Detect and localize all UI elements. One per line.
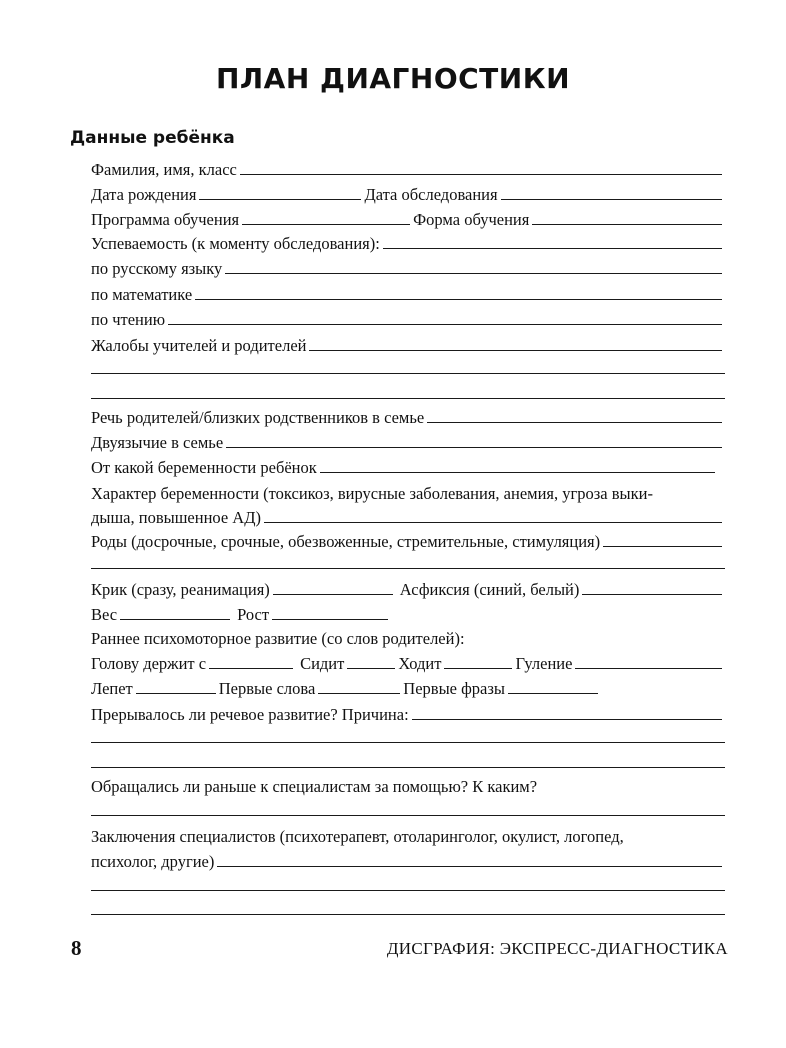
pregnancy-number-blank[interactable] <box>320 472 715 473</box>
walks-blank[interactable] <box>444 668 512 669</box>
page-number: 8 <box>71 936 82 960</box>
program-blank[interactable] <box>242 224 410 225</box>
asphyxia-blank[interactable] <box>582 594 722 595</box>
performance-label: Успеваемость (к моменту обследования): <box>91 234 380 253</box>
conclusions-extra-line[interactable] <box>91 914 725 915</box>
russian-blank[interactable] <box>225 273 722 274</box>
first-words-label: Первые слова <box>218 679 316 698</box>
exam-date-blank[interactable] <box>501 199 722 200</box>
program-row <box>91 208 725 230</box>
specialists-row <box>91 775 725 797</box>
sits-blank[interactable] <box>347 668 395 669</box>
dates-row <box>91 183 725 205</box>
bilingualism-row <box>91 431 725 453</box>
name-row <box>91 158 725 180</box>
cooing-label: Гуление <box>515 654 573 673</box>
pregnancy-character-row <box>91 482 725 504</box>
height-label: Рост <box>237 605 270 624</box>
study-form-blank[interactable] <box>532 224 722 225</box>
pregnancy-number-row <box>91 456 725 478</box>
speech-milestones-row <box>91 677 725 699</box>
complaints-blank[interactable] <box>309 350 722 351</box>
early-development-label: Раннее психомоторное развитие (со слов родителей): <box>91 629 465 648</box>
weight-row <box>91 603 725 625</box>
pregnancy-character-label-2: дыша, повышенное АД) <box>91 508 261 527</box>
speech-interrupted-extra-line[interactable] <box>91 742 725 743</box>
performance-blank[interactable] <box>383 248 722 249</box>
pregnancy-number-label: От какой беременности ребёнок <box>91 458 317 477</box>
bilingualism-label: Двуязычие в семье <box>91 433 224 452</box>
complaints-extra-line[interactable] <box>91 373 725 374</box>
speech-interrupted-label: Прерывалось ли речевое развитие? Причина: <box>91 705 409 724</box>
page-title: ПЛАН ДИАГНОСТИКИ <box>215 62 571 95</box>
birth-row <box>91 530 725 552</box>
height-blank[interactable] <box>272 619 388 620</box>
math-label: по математике <box>91 285 193 304</box>
weight-label: Вес <box>91 605 118 624</box>
babbling-label: Лепет <box>91 679 133 698</box>
birth-date-label: Дата рождения <box>91 185 197 204</box>
specialists-extra-line[interactable] <box>91 815 725 816</box>
first-phrases-blank[interactable] <box>508 693 598 694</box>
study-form-label: Форма обучения <box>413 210 530 229</box>
birth-blank[interactable] <box>603 546 722 547</box>
walks-label: Ходит <box>398 654 442 673</box>
pregnancy-character-label: Характер беременности (токсикоз, вирусные заболевания, анемия, угроза выки- <box>91 484 653 503</box>
conclusions-label: Заключения специалистов (психотерапевт, отоларинголог, окулист, логопед, <box>91 827 624 846</box>
conclusions-label-2: психолог, другие) <box>91 852 215 871</box>
conclusions-row-2 <box>91 850 725 872</box>
milestones-row <box>91 652 725 674</box>
complaints-label: Жалобы учителей и родителей <box>91 336 307 355</box>
math-blank[interactable] <box>195 299 722 300</box>
specialists-label: Обращались ли раньше к специалистам за помощью? К каким? <box>91 777 538 796</box>
complaints-extra-line[interactable] <box>91 398 725 399</box>
pregnancy-character-blank[interactable] <box>264 522 722 523</box>
conclusions-row <box>91 825 725 847</box>
bilingualism-blank[interactable] <box>226 447 722 448</box>
running-title: ДИСГРАФИЯ: ЭКСПРЕСС-ДИАГНОСТИКА <box>386 939 728 958</box>
cry-row <box>91 578 725 600</box>
birth-date-blank[interactable] <box>199 199 361 200</box>
diagnostic-form <box>91 0 725 960</box>
program-label: Программа обучения <box>91 210 240 229</box>
cooing-blank[interactable] <box>575 668 722 669</box>
holds-head-label: Голову держит с <box>91 654 207 673</box>
speech-interrupted-blank[interactable] <box>412 719 722 720</box>
performance-row <box>91 232 725 254</box>
birth-label: Роды (досрочные, срочные, обезвоженные, стремительные, стимуляция) <box>91 532 601 551</box>
parents-speech-blank[interactable] <box>427 422 722 423</box>
sits-label: Сидит <box>300 654 345 673</box>
speech-interrupted-extra-line[interactable] <box>91 767 725 768</box>
name-label: Фамилия, имя, класс <box>91 160 237 179</box>
conclusions-blank[interactable] <box>217 866 722 867</box>
cry-label: Крик (сразу, реанимация) <box>91 580 270 599</box>
babbling-blank[interactable] <box>136 693 216 694</box>
parents-speech-label: Речь родителей/близких родственников в семье <box>91 408 425 427</box>
conclusions-extra-line[interactable] <box>91 890 725 891</box>
early-development-row <box>91 627 725 649</box>
holds-head-blank[interactable] <box>209 668 293 669</box>
name-blank[interactable] <box>240 174 722 175</box>
asphyxia-label: Асфиксия (синий, белый) <box>399 580 580 599</box>
exam-date-label: Дата обследования <box>364 185 498 204</box>
reading-row <box>91 308 725 330</box>
reading-label: по чтению <box>91 310 166 329</box>
cry-blank[interactable] <box>273 594 393 595</box>
parents-speech-row <box>91 406 725 428</box>
russian-row <box>91 257 725 279</box>
math-row <box>91 283 725 305</box>
complaints-row <box>91 334 725 356</box>
first-phrases-label: Первые фразы <box>403 679 505 698</box>
pregnancy-character-row-2 <box>91 506 725 528</box>
section-heading: Данные ребёнка <box>70 128 235 148</box>
russian-label: по русскому языку <box>91 259 223 278</box>
speech-interrupted-row <box>91 703 725 725</box>
reading-blank[interactable] <box>168 324 722 325</box>
first-words-blank[interactable] <box>318 693 400 694</box>
weight-blank[interactable] <box>120 619 230 620</box>
birth-extra-line[interactable] <box>91 568 725 569</box>
